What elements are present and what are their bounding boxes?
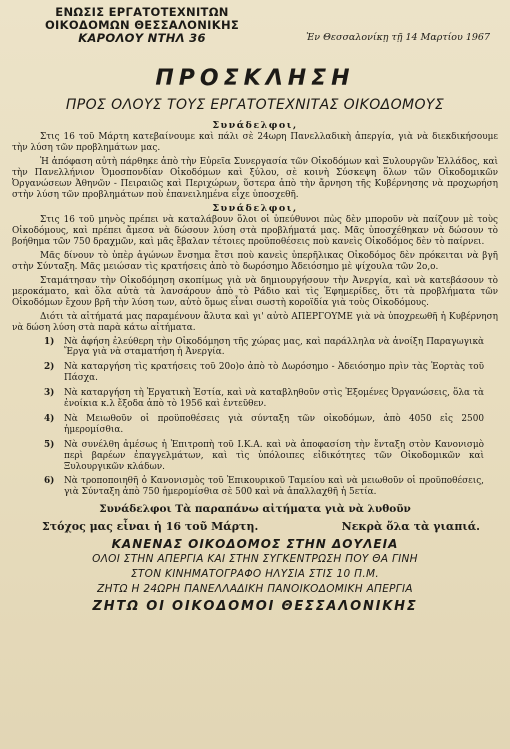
letterhead [12,6,498,60]
demand-text: Νὰ συνέλθη ἀμέσως ἡ Ἐπιτροπὴ τοῦ Ι.Κ.Α. καὶ νὰ ἀποφασίση τὴν ἔνταξη στὸν Κανονισμὸ περὶ βαρέων ἐπαγγελμάτων, καὶ τὶς ὑπόλοιπες εἰδικότητες τῶν Οἰκοδομικῶν καὶ Ξυλουργικῶν κλάδων. [64,439,484,472]
slogan: ΚΑΝΕΝΑΣ ΟΙΚΟΔΟΜΟΣ ΣΤΗΝ ΔΟΥΛΕΙΑ [111,537,399,552]
union-address: ΚΑΡΟΛΟΥ ΝΤΗΛ 36 [78,31,206,45]
union-name-line1: ΕΝΩΣΙΣ ΕΡΓΑΤΟΤΕΧΝΙΤΩΝ [55,5,229,19]
demand-text: Νὰ τροποποιηθῆ ὁ Κανονισμὸς τοῦ Ἐπικουρικοῦ Ταμείου καὶ νὰ μειωθοῦν οἱ προϋποθέσεις, γιὰ Σύνταξη ἀπὸ 750 ἡμερομίσθια σὲ 500 καὶ νὰ ἀπαλλαχθῆ ἡ 5ετία. [64,476,484,498]
closing-goal-motto: Νεκρὰ ὅλα τὰ γιαπιά. [341,520,480,534]
demand-item [12,388,498,410]
document-title: ΠΡΟΣΚΛΗΣΗ [155,66,355,91]
issue-date: Ἐν Θεσσαλονίκῃ τῇ 14 Μαρτίου 1967 [306,32,490,43]
document-subtitle: ΠΡΟΣ ΟΛΟΥΣ ΤΟΥΣ ΕΡΓΑΤΟΤΕΧΝΙΤΑΣ ΟΙΚΟΔΟΜΟΥΣ [65,97,445,113]
salutation: Συνάδελφοι, [212,203,298,215]
closing-goal-date: Στόχος μας εἶναι ἡ 16 τοῦ Μάρτη. [42,520,259,534]
demand-item [12,414,498,436]
demands-list [12,337,498,499]
union-name-block [12,6,272,45]
slogan-final: ΖΗΤΩ ΟΙ ΟΙΚΟΔΟΜΟΙ ΘΕΣΣΑΛΟΝΙΚΗΣ [92,599,418,615]
paragraph: Διότι τὰ αἰτήματά μας παραμένουν ἄλυτα καὶ γι' αὐτὸ ΑΠΕΡΓΟΥΜΕ γιὰ νὰ ὑποχρεωθῆ ἡ Κυβέρνηση νὰ δώση λύση στὰ παρὰ κάτω αἰτήματα. [12,311,498,333]
closing-line: Συνάδελφοι Τὰ παραπάνω αἰτήματα γιὰ νὰ λυθοῦν [99,503,411,516]
demand-text: Νὰ Μειωθοῦν οἱ προϋποθέσεις γιὰ σύνταξη τῶν οἰκοδόμων, ἀπὸ 4050 εἰς 2500 ἡμερομίσθια. [64,413,484,435]
union-name-line2: ΟΙΚΟΔΟΜΩΝ ΘΕΣΣΑΛΟΝΙΚΗΣ [44,18,240,32]
demand-text: Νὰ καταργήση τὴ Ἐργατικὴ Ἑστία, καὶ νὰ καταβληθοῦν στὶς Ἐξομένες Ὀργανώσεις, ὅλα τὰ ἐνοίκια κ.λ ἔξοδα ἀπὸ τὸ 1956 καὶ ἐντεῦθεν. [64,388,484,410]
demand-item [12,476,498,498]
demand-item [12,440,498,473]
paragraph: Ἡ ἀπόφαση αὐτὴ πάρθηκε ἀπὸ τὴν Εὐρεῖα Συνεργασία τῶν Οἰκοδόμων καὶ Ξυλουργῶν Ἑλλάδος, καὶ τὴν Πανελλήνιον Ὁμοσπονδίαν Οἰκοδόμων καὶ ξύλου, σὲ κοινὴ Σύσκεψη ὅλων τῶν Οἰκοδομικῶν Ὀργανώσεων Ἀθηνῶν - Πειραιῶς καὶ Περιχώρων, ὕστερα ἀπὸ τὴν ἄρνηση τῆς Κυβέρνησης νὰ προχωρήση στὴν λύση τῶν προβλημάτων ποὺ ἐπανειλημένα εἶχε ὑποσχεθῆ. [12,156,498,200]
demand-number: 4) [44,413,55,424]
salutation: Συνάδελφοι, [212,120,298,131]
demand-number: 2) [44,362,55,373]
demand-number: 5) [44,439,55,450]
paragraph: Στις 16 τοῦ Μάρτη κατεβαίνουμε καὶ πάλι σὲ 24ωρη Πανελλαδικὴ ἀπεργία, γιὰ νὰ διεκδικήσουμε τὴν λύση τῶν προβλημάτων μας. [12,132,498,153]
slogan: ΣΤΟΝ ΚΙΝΗΜΑΤΟΓΡΑΦΟ ΗΛΥΣΙΑ ΣΤΙΣ 10 Π.Μ. [131,568,379,581]
demand-item [12,337,498,359]
demand-number: 1) [44,336,55,347]
demand-text: Νὰ ἀφήση ἐλεύθερη τὴν Οἰκοδόμηση τῆς χώρας μας, καὶ παράλληλα νὰ ἀνοίξη Παραγωγικὰ Ἔργα γιὰ νὰ σταματήση ἡ Ἀνεργία. [64,336,484,358]
demand-text: Νὰ καταργήση τὶς κρατήσεις τοῦ 20ο)ο ἀπὸ τὸ Δωρόσημο - Ἀδειόσημο πρὶν τὰς Ἑορτὰς τοῦ Πάσχα. [64,362,484,384]
paragraph: Στις 16 τοῦ μηνὸς πρέπει νὰ καταλάβουν ὅλοι οἱ ὑπεύθυνοι πὼς δὲν μποροῦν νὰ παίζουν μὲ τοὺς Οἰκοδόμους, καὶ πρέπει ἄμεσα νὰ δώσουν λύση στὰ προβλήματά μας. Μᾶς ὑποσχέθηκαν νὰ δώσουν τὸ βοήθημα τῶν 750 δραχμῶν, καὶ μᾶς ἔβαλαν τέτοιες προϋποθέσεις ποὺ κανεὶς Οἰκοδόμος δὲν τὸ παίρνει. [12,215,498,248]
demand-number: 3) [44,388,55,399]
closing-goal [12,520,498,534]
demand-number: 6) [44,476,55,487]
demand-item [12,362,498,384]
letter-body [12,120,498,534]
slogan: ΟΛΟΙ ΣΤΗΝ ΑΠΕΡΓΙΑ ΚΑΙ ΣΤΗΝ ΣΥΓΚΕΝΤΡΩΣΗ ΠΟΥ ΘΑ ΓΙΝΗ [92,553,418,566]
paragraph: Σταμάτησαν τὴν Οἰκοδόμηση σκοπίμως γιὰ νὰ δημιουργήσουν τὴν Ἀνεργία, καὶ νὰ κατεβάσουν τὸ μεροκάματο, καὶ ὅλα αὐτὰ τὰ λανσάρουν ἀπὸ τὸ Ράδιο καὶ τὶς Ἐφημερίδες, ὅτι τὰ προβλήματα τῶν Οἰκοδόμων ἔχουν βρῆ τὴν λύση των, αὐτὸ ὅμως εἶναι σωστὴ κοροϊδία γιὰ τοὺς Οἰκοδόμους. [12,275,498,308]
paragraph: Μᾶς δίνουν τὸ ὑπὲρ ἀγώνων ἔνσημα ἔτσι ποὺ κανεὶς ὑπερῆλικας Οἰκοδόμος δὲν πρόκειται νὰ βγῆ στὴν Σύνταξη. Μᾶς μειώσαν τὶς κρατήσεις ἀπὸ τὸ δωρόσημο Ἀδειόσημο μὲ ψίχουλα τῶν 2ο,ο. [12,251,498,273]
slogan: ΖΗΤΩ Η 24ΩΡΗ ΠΑΝΕΛΛΑΔΙΚΗ ΠΑΝΟΙΚΟΔΟΜΙΚΗ ΑΠΕΡΓΙΑ [97,583,413,596]
